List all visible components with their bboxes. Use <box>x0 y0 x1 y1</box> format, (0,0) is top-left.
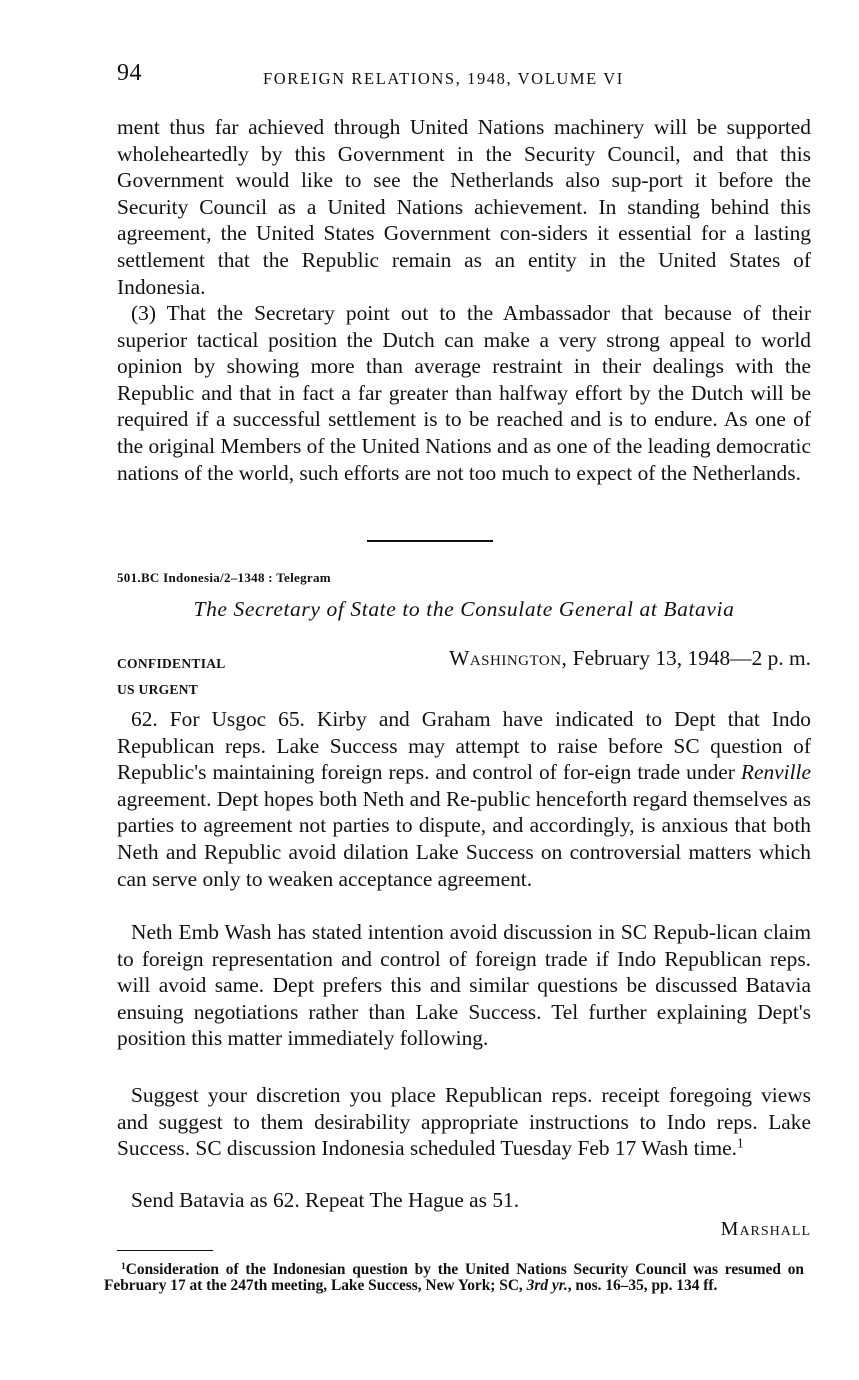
file-reference: 501.BC Indonesia/2–1348 : Telegram <box>117 570 331 585</box>
footnote-marker: 1 <box>121 1260 126 1272</box>
telegram-paragraph-1 <box>117 706 811 892</box>
telegram-paragraph-4-text: Send Batavia as 62. Repeat The Hague as 51. <box>131 1188 520 1212</box>
dateline <box>449 646 811 671</box>
renville-italic: Renville <box>740 760 811 785</box>
section-divider <box>367 540 493 542</box>
classification-priority: US URGENT <box>117 682 199 697</box>
document-title: The Secretary of State to the Consulate General at Batavia <box>193 597 735 621</box>
telegram-paragraph-1-end: agreement. Dept hopes both Neth and Re-public henceforth regard themselves as parties to agreement not parties to dispute, and accordingly, is anxious that both Neth and Republic avoid dilation Lake Success on controversial matters which can serve only to weaken acceptance agreement. <box>117 786 811 891</box>
telegram-paragraph-2 <box>117 919 811 1052</box>
dateline-place: Washington, <box>449 646 568 670</box>
running-head <box>117 60 811 94</box>
footnote-reference: 1 <box>736 1135 744 1151</box>
continued-paragraph <box>117 114 811 300</box>
classification-level: CONFIDENTIAL <box>117 656 226 671</box>
classification <box>117 651 226 703</box>
telegram-paragraph-4 <box>117 1187 811 1214</box>
continued-paragraph-text: ment thus far achieved through United Nations machinery will be supported wholeheartedly by this Government in the Security Council, and that this Government would like to see the Netherlands also sup-port it before the Security Council as a United Nations achievement. In standing behind this agreement, the United States Government con-siders it essential for a lasting settlement that the Republic remain as an entity in the United States of Indonesia. <box>117 115 811 299</box>
telegram-paragraph-1-start: 62. For Usgoc 65. Kirby and Graham have indicated to Dept that Indo Republican reps. Lake Success may attempt to raise before SC question of Republic's maintaining foreign reps. and control of for-eign trade under <box>117 707 811 785</box>
footnote-italic: 3rd yr. <box>526 1277 568 1294</box>
footnote <box>104 1262 804 1294</box>
running-title: FOREIGN RELATIONS, 1948, VOLUME VI <box>263 69 624 88</box>
footnote-text-start: Consideration of the Indonesian question by the United Nations Security Council was resumed on February 17 at the 247th meeting, Lake Success, New York; SC, <box>104 1261 804 1294</box>
telegram-paragraph-3 <box>117 1082 811 1162</box>
telegram-paragraph-3-text: Suggest your discretion you place Republican reps. receipt foregoing views and suggest to them desirability appropriate instructions to Indo reps. Lake Success. SC discussion Indonesia scheduled Tuesday Feb 17 Wash time. <box>117 1083 811 1161</box>
point-three-paragraph <box>117 300 811 486</box>
dateline-date: February 13, 1948—2 p. m. <box>567 646 811 670</box>
footnote-text-end: , nos. 16–35, pp. 134 ff. <box>567 1277 718 1294</box>
telegram-paragraph-2-text: Neth Emb Wash has stated intention avoid discussion in SC Repub-lican claim to foreign representation and control of foreign trade if Indo Republican reps. will avoid same. Dept prefers this and similar questions be discussed Batavia ensuing negotiations rather than Lake Success. Tel further explaining Dept's position this matter immediately following. <box>117 920 811 1051</box>
footnote-divider <box>117 1250 213 1251</box>
page-number: 94 <box>117 60 142 86</box>
signature: Marshall <box>720 1218 811 1240</box>
point-three-text: (3) That the Secretary point out to the Ambassador that because of their superior tactical position the Dutch can make a very strong appeal to world opinion by showing more than average restraint in their dealings with the Republic and that in fact a far greater than halfway effort by the Dutch will be required if a successful settlement is to be reached and is to endure. As one of the original Members of the United Nations and as one of the leading democratic nations of the world, such efforts are not too much to expect of the Netherlands. <box>117 301 811 485</box>
